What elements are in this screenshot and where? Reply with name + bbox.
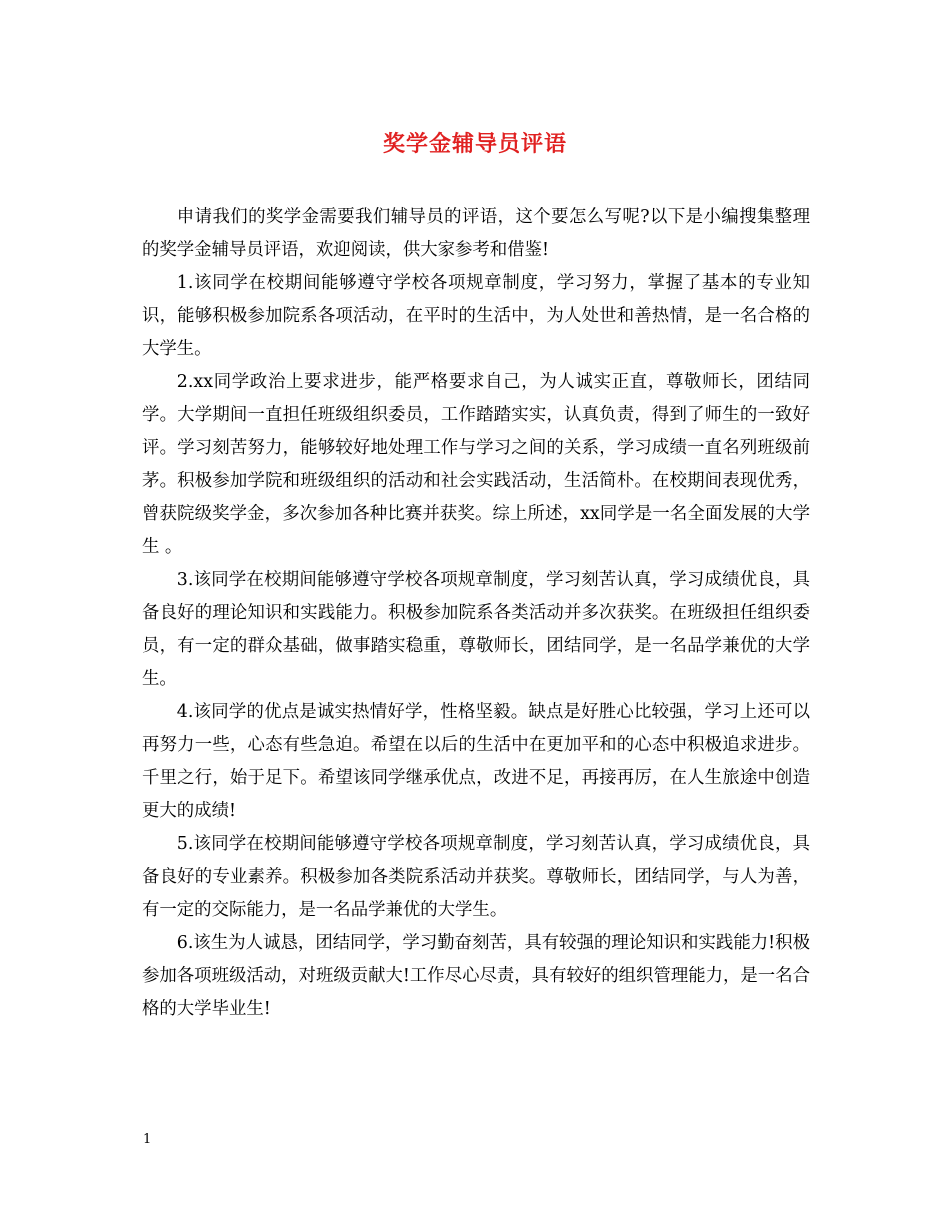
comment-paragraph-4: 4.该同学的优点是诚实热情好学，性格坚毅。缺点是好胜心比较强，学习上还可以再努力一些，心态有些急迫。希望在以后的生活中在更加平和的心态中积极追求进步。千里之行，始于足下。希望该同学继承优点，改进不足，再接再厉，在人生旅途中创造更大的成绩! xyxy=(142,702,810,821)
comment-paragraph-1: 1.该同学在校期间能够遵守学校各项规章制度，学习努力，掌握了基本的专业知识，能够积极参加院系各项活动，在平时的生活中，为人处世和善热情，是一名合格的大学生。 xyxy=(142,273,810,359)
intro-paragraph: 申请我们的奖学金需要我们辅导员的评语，这个要怎么写呢?以下是小编搜集整理的奖学金辅导员评语，欢迎阅读，供大家参考和借鉴! xyxy=(142,207,810,260)
comment-paragraph-6: 6.该生为人诚恳，团结同学，学习勤奋刻苦，具有较强的理论知识和实践能力!积极参加各项班级活动，对班级贡献大!工作尽心尽责，具有较好的组织管理能力，是一名合格的大学毕业生! xyxy=(142,933,810,1019)
comment-paragraph-5: 5.该同学在校期间能够遵守学校各项规章制度，学习刻苦认真，学习成绩优良，具备良好的专业素养。积极参加各类院系活动并获奖。尊敬师长，团结同学，与人为善，有一定的交际能力，是一名品学兼优的大学生。 xyxy=(142,834,810,920)
document-title: 奖学金辅导员评语 xyxy=(382,132,567,157)
document-body xyxy=(142,201,810,1026)
comment-paragraph-3: 3.该同学在校期间能够遵守学校各项规章制度，学习刻苦认真，学习成绩优良，具备良好的理论知识和实践能力。积极参加院系各类活动并多次获奖。在班级担任组织委员，有一定的群众基础，做事踏实稳重，尊敬师长，团结同学，是一名品学兼优的大学生。 xyxy=(142,570,810,689)
page-number: 1 xyxy=(143,1132,152,1147)
comment-paragraph-2: 2.xx同学政治上要求进步，能严格要求自己，为人诚实正直，尊敬师长，团结同学。大学期间一直担任班级组织委员，工作踏踏实实，认真负责，得到了师生的一致好评。学习刻苦努力，能够较好地处理工作与学习之间的关系，学习成绩一直名列班级前茅。积极参加学院和班级组织的活动和社会实践活动，生活简朴。在校期间表现优秀，曾获院级奖学金，多次参加各种比赛并获奖。综上所述，xx同学是一名全面发展的大学生 。 xyxy=(142,372,810,557)
